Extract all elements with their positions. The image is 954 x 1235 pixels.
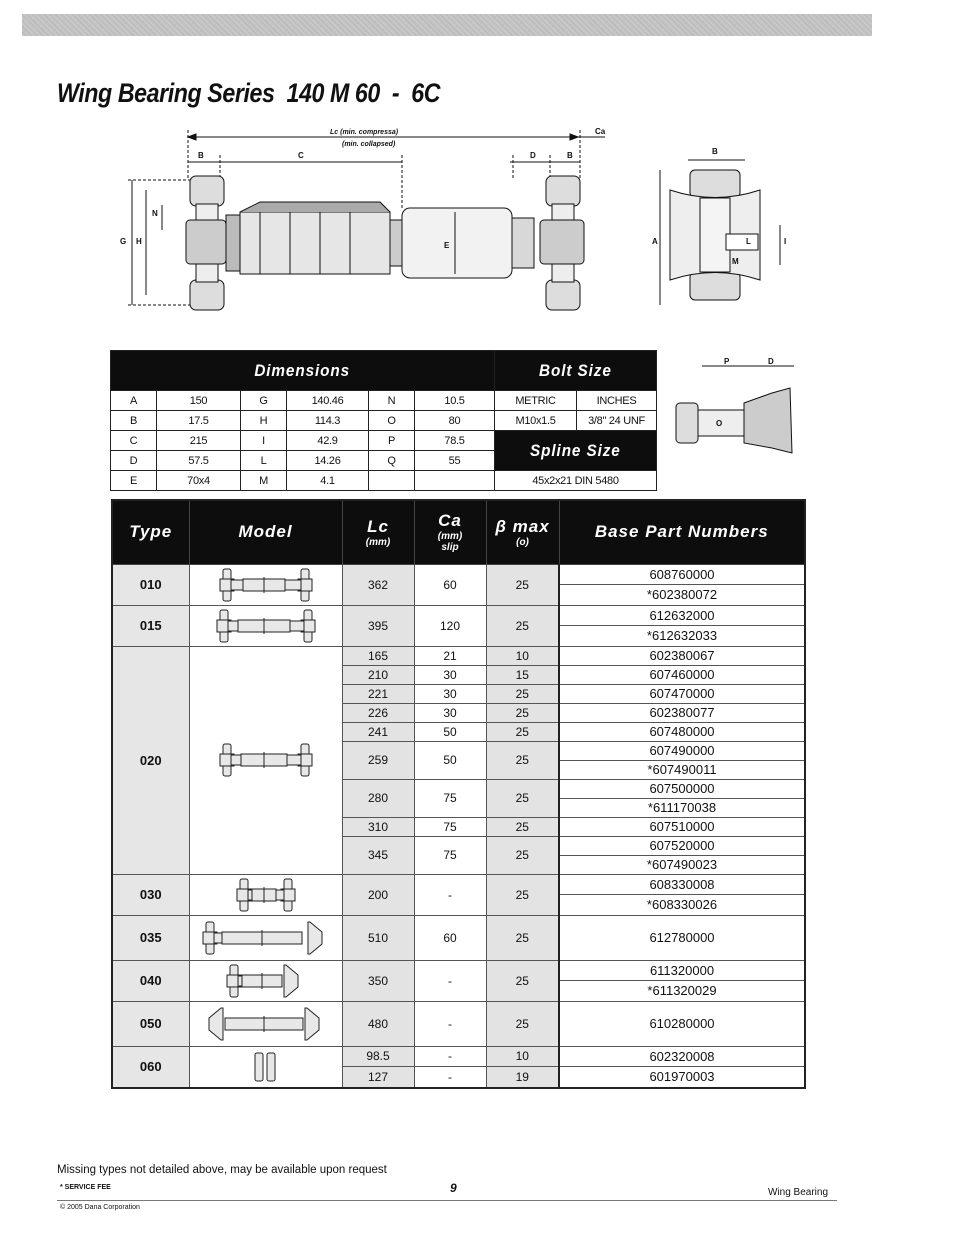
type-header: Type bbox=[112, 500, 189, 564]
type-cell: 040 bbox=[112, 960, 189, 1001]
part-number: 602380077 bbox=[559, 703, 805, 722]
copyright: © 2005 Dana Corporation bbox=[60, 1204, 140, 1211]
base-part-header: Base Part Numbers bbox=[559, 500, 805, 564]
side-i-label: I bbox=[784, 237, 787, 246]
table-row: 127 - 19 601970003 bbox=[112, 1067, 805, 1088]
driveshaft-icon bbox=[236, 875, 296, 915]
table-row: 050 480 - 25 610280000 bbox=[112, 1001, 805, 1046]
part-number: 602380067 bbox=[559, 646, 805, 665]
driveshaft-icon bbox=[226, 961, 306, 1001]
part-number: 608760000 bbox=[559, 564, 805, 585]
lc-label: Lc (min. compressa) bbox=[330, 129, 399, 136]
flange-d-label: D bbox=[768, 358, 774, 366]
side-m-label: M bbox=[732, 257, 739, 266]
n-label: N bbox=[152, 209, 158, 218]
part-number: 602320008 bbox=[559, 1046, 805, 1067]
table-row: 310 75 25 607510000 bbox=[112, 817, 805, 836]
section-name: Wing Bearing bbox=[768, 1187, 829, 1198]
beta-header: β max (o) bbox=[486, 500, 559, 564]
part-number: *611170038 bbox=[559, 798, 805, 817]
g-label: G bbox=[120, 237, 127, 246]
h-label: H bbox=[136, 237, 142, 246]
bolt-metric-label: METRIC bbox=[495, 391, 577, 411]
table-row: 226 30 25 602380077 bbox=[112, 703, 805, 722]
table-row: 030 200 - 25 608330008 bbox=[112, 874, 805, 895]
flange-o-label: O bbox=[716, 419, 723, 428]
dim-row: C 215 I 42.9 P 78.5 Spline Size bbox=[111, 431, 657, 451]
availability-note: Missing types not detailed above, may be available upon request bbox=[57, 1164, 387, 1176]
e-label: E bbox=[444, 241, 450, 250]
side-a-label: A bbox=[652, 237, 658, 246]
table-row: 259 50 25 607490000 bbox=[112, 741, 805, 760]
b-label-right: B bbox=[567, 151, 573, 160]
driveshaft-icon bbox=[219, 740, 313, 780]
dimensions-table bbox=[110, 350, 657, 491]
part-number: 610280000 bbox=[559, 1001, 805, 1046]
model-thumbnail bbox=[189, 1001, 342, 1046]
type-cell: 060 bbox=[112, 1046, 189, 1088]
b-label-left: B bbox=[198, 151, 204, 160]
part-numbers-table bbox=[111, 499, 806, 1089]
dim-row: D 57.5 L 14.26 Q 55 bbox=[111, 451, 657, 471]
part-number: 607480000 bbox=[559, 722, 805, 741]
model-header: Model bbox=[189, 500, 342, 564]
driveshaft-icon bbox=[202, 918, 330, 958]
d-label: D bbox=[530, 151, 536, 160]
part-number: 612632000 bbox=[559, 605, 805, 626]
driveshaft-icon bbox=[205, 1004, 327, 1044]
footer-divider bbox=[57, 1200, 837, 1201]
part-number: 607510000 bbox=[559, 817, 805, 836]
type-cell: 050 bbox=[112, 1001, 189, 1046]
ca-label: Ca bbox=[595, 127, 606, 136]
driveshaft-icon bbox=[253, 1047, 279, 1087]
part-number: *608330026 bbox=[559, 895, 805, 916]
type-cell: 010 bbox=[112, 564, 189, 605]
c-label: C bbox=[298, 151, 304, 160]
table-row: 010 362 60 25 608760000 bbox=[112, 564, 805, 585]
ca-header: Ca (mm) slip bbox=[414, 500, 486, 564]
side-b-label: B bbox=[712, 147, 718, 156]
type-cell: 035 bbox=[112, 915, 189, 960]
driveshaft-icon bbox=[219, 565, 313, 605]
dim-row: E 70x4 M 4.1 45x2x21 DIN 5480 bbox=[111, 471, 657, 491]
model-thumbnail bbox=[189, 960, 342, 1001]
part-number: 607460000 bbox=[559, 665, 805, 684]
yoke-side-drawing bbox=[640, 140, 800, 320]
page-title: Wing Bearing Series 140 M 60 - 6C bbox=[57, 78, 441, 108]
model-thumbnail bbox=[189, 564, 342, 605]
table-row: 060 98.5 - 10 602320008 bbox=[112, 1046, 805, 1067]
header-bar bbox=[22, 14, 872, 36]
part-number: 601970003 bbox=[559, 1067, 805, 1088]
bolt-inches-label: INCHES bbox=[577, 391, 657, 411]
table-row: 280 75 25 607500000 bbox=[112, 779, 805, 798]
part-number: *602380072 bbox=[559, 585, 805, 606]
table-row: 040 350 - 25 611320000 bbox=[112, 960, 805, 981]
lc-label-collapsed: (min. collapsed) bbox=[342, 141, 396, 148]
model-thumbnail bbox=[189, 605, 342, 646]
type-cell: 020 bbox=[112, 646, 189, 874]
spline-size-header: Spline Size bbox=[495, 431, 657, 471]
model-thumbnail bbox=[189, 646, 342, 874]
spline-size-value: 45x2x21 DIN 5480 bbox=[495, 471, 657, 491]
table-row: 015 395 120 25 612632000 bbox=[112, 605, 805, 626]
part-number: *607490011 bbox=[559, 760, 805, 779]
part-number: 607500000 bbox=[559, 779, 805, 798]
page-number: 9 bbox=[450, 1181, 457, 1195]
side-l-label: L bbox=[746, 237, 751, 246]
flange-yoke-drawing bbox=[672, 358, 802, 463]
part-number: 612780000 bbox=[559, 915, 805, 960]
table-row: 210 30 15 607460000 bbox=[112, 665, 805, 684]
table-row: 035 510 60 25 612780000 bbox=[112, 915, 805, 960]
table-row: 241 50 25 607480000 bbox=[112, 722, 805, 741]
dim-row: A 150 G 140.46 N 10.5 METRIC INCHES bbox=[111, 391, 657, 411]
bolt-metric-value: M10x1.5 bbox=[495, 411, 577, 431]
part-number: 607520000 bbox=[559, 836, 805, 855]
part-number: 611320000 bbox=[559, 960, 805, 981]
part-number: 607470000 bbox=[559, 684, 805, 703]
part-number: *607490023 bbox=[559, 855, 805, 874]
service-fee-note: * SERVICE FEE bbox=[60, 1184, 111, 1191]
driveshaft-drawing bbox=[110, 120, 630, 320]
part-number: 607490000 bbox=[559, 741, 805, 760]
table-row: 020 165 21 10 602380067 bbox=[112, 646, 805, 665]
part-number: 608330008 bbox=[559, 874, 805, 895]
type-cell: 030 bbox=[112, 874, 189, 915]
driveshaft-icon bbox=[216, 606, 316, 646]
model-thumbnail bbox=[189, 915, 342, 960]
bolt-inches-value: 3/8" 24 UNF bbox=[577, 411, 657, 431]
model-thumbnail bbox=[189, 874, 342, 915]
model-thumbnail bbox=[189, 1046, 342, 1088]
lc-header: Lc (mm) bbox=[342, 500, 414, 564]
parts-header-row bbox=[112, 500, 805, 564]
table-row: 345 75 25 607520000 bbox=[112, 836, 805, 855]
part-number: *612632033 bbox=[559, 626, 805, 647]
flange-p-label: P bbox=[724, 358, 730, 366]
part-number: *611320029 bbox=[559, 981, 805, 1002]
table-row: 221 30 25 607470000 bbox=[112, 684, 805, 703]
dimensions-header: Dimensions bbox=[111, 351, 495, 391]
type-cell: 015 bbox=[112, 605, 189, 646]
bolt-size-header: Bolt Size bbox=[495, 351, 657, 391]
dim-row: B 17.5 H 114.3 O 80 M10x1.5 3/8" 24 UNF bbox=[111, 411, 657, 431]
